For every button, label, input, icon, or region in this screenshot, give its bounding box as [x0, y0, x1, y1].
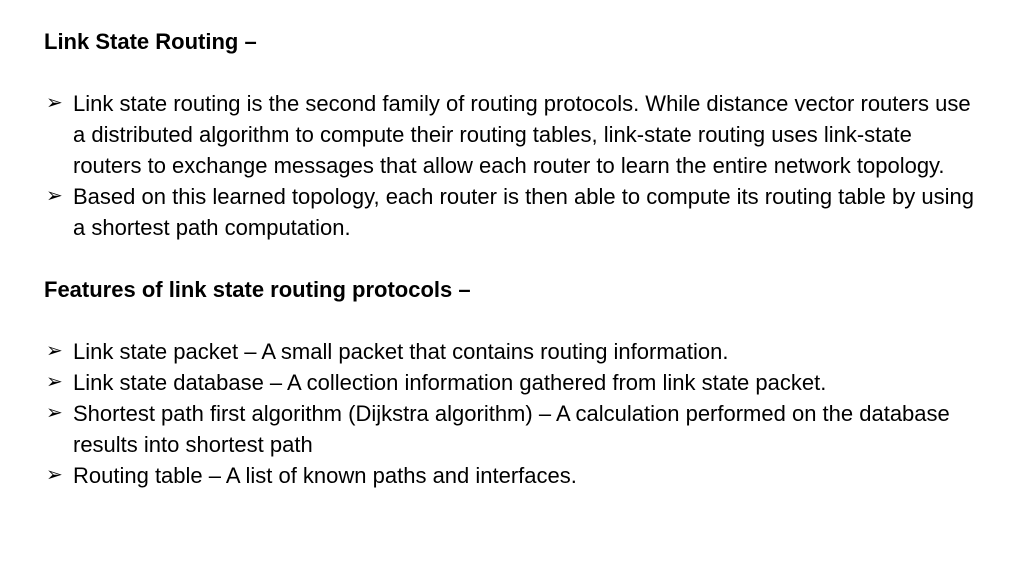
arrowhead-bullet-icon: ➢ [46, 92, 63, 114]
arrowhead-bullet-icon: ➢ [46, 402, 63, 424]
bullet-item [44, 460, 984, 491]
bullet-text: Routing table – A list of known paths and interfaces. [73, 463, 577, 488]
spacer [44, 305, 984, 336]
bullet-list-features [44, 336, 984, 491]
bullet-item [44, 398, 984, 460]
bullet-item [44, 336, 984, 367]
bullet-text: Based on this learned topology, each router is then able to compute its routing table by using a shortest path computation. [73, 184, 974, 240]
bullet-item [44, 367, 984, 398]
bullet-list-overview [44, 88, 984, 243]
bullet-text: Link state database – A collection information gathered from link state packet. [73, 370, 827, 395]
bullet-text: Link state routing is the second family of routing protocols. While distance vector routers use a distributed algorithm to compute their routing tables, link-state routing uses link-state routers to exchange messages that allow each router to learn the entire network topology. [73, 91, 971, 178]
arrowhead-bullet-icon: ➢ [46, 185, 63, 207]
spacer [44, 57, 984, 88]
bullet-item [44, 88, 984, 181]
bullet-text: Shortest path first algorithm (Dijkstra algorithm) – A calculation performed on the database results into shortest path [73, 401, 950, 457]
arrowhead-bullet-icon: ➢ [46, 464, 63, 486]
spacer [44, 243, 984, 274]
section-heading-features: Features of link state routing protocols – [44, 277, 471, 302]
arrowhead-bullet-icon: ➢ [46, 371, 63, 393]
arrowhead-bullet-icon: ➢ [46, 340, 63, 362]
bullet-item [44, 181, 984, 243]
slide-content [44, 26, 984, 491]
bullet-text: Link state packet – A small packet that contains routing information. [73, 339, 729, 364]
section-heading-link-state-routing: Link State Routing – [44, 29, 257, 54]
